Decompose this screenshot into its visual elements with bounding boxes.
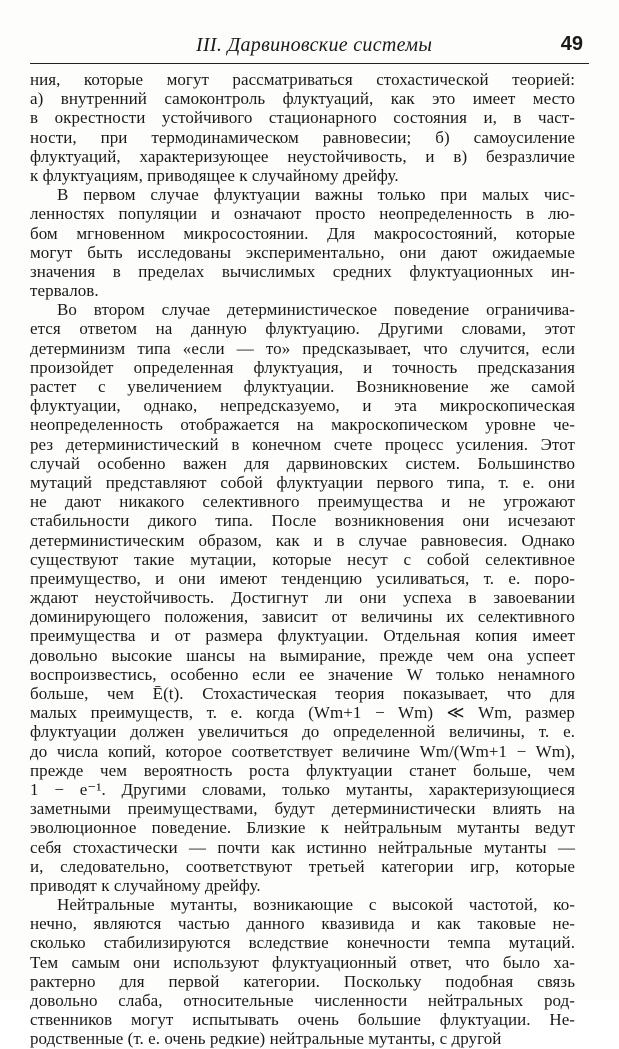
text-line: ется ответом на данную флуктуацию. Другими словами, этот	[30, 319, 575, 339]
text-line: растет с увеличением флуктуации. Возникновение же самой	[30, 377, 575, 396]
text-line: родственные (т. е. очень редкие) нейтральные мутанты, с другой	[30, 1029, 502, 1049]
text-line: флуктуации, однако, непредсказуемо, и эта микроскопическая	[30, 396, 575, 416]
text-line: довольно высокие шансы на вымирание, прежде чем она успеет	[30, 645, 575, 665]
text-line: В первом случае флуктуации важны только при малых чис-	[57, 185, 575, 205]
paragraph	[30, 185, 575, 300]
text-line: довольно слаба, относительные численности нейтральных род-	[30, 991, 575, 1010]
text-line: себя стохастически — почти как истинно нейтральные мутанты —	[30, 837, 575, 857]
running-head	[30, 28, 589, 58]
text-line: а) внутренний самоконтроль флуктуаций, как это имеет место	[30, 89, 575, 109]
text-line: флуктуации должен увеличиться до определенной величины, т. е.	[30, 722, 575, 742]
text-line: не дают никакого селективного преимущества и не угрожают	[30, 492, 575, 512]
paragraph	[30, 70, 575, 185]
text-line: ждают неустойчивость. Достигнут ли они успеха в завоевании	[30, 588, 575, 608]
text-line: заметными преимуществами, будут детерминистически влиять на	[30, 799, 575, 819]
text-line: больше, чем Ē(t). Стохастическая теория показывает, что для	[30, 684, 575, 703]
text-line: случай особенно важен для дарвиновских систем. Большинство	[30, 453, 575, 473]
text-line: могут быть исследованы экспериментально, они дают ожидаемые	[30, 242, 575, 262]
text-line: стабильности дикого типа. После возникновения они исчезают	[30, 511, 575, 531]
text-line: и, следовательно, соответствуют третьей категории игр, которые	[30, 856, 575, 876]
chapter-title: III. Дарвиновские системы	[196, 34, 433, 56]
text-line: приводят к случайному дрейфу.	[30, 875, 261, 895]
text-line: ния, которые могут рассматриваться стохастической теорией:	[30, 70, 575, 89]
body-text	[30, 70, 575, 1049]
text-line: к флуктуациям, приводящее к случайному дрейфу.	[30, 165, 399, 185]
text-line: мутаций представляют собой флуктуации первого типа, т. е. они	[30, 472, 575, 492]
text-line: неопределенность отображается на макроскопическом уровне че-	[30, 415, 575, 435]
text-line: преимущества и от размера флуктуации. Отдельная копия имеет	[30, 626, 575, 646]
paragraph	[30, 895, 575, 1049]
text-line: ственников могут испытывать очень большие флуктуации. Не-	[30, 1010, 575, 1030]
text-line: прежде чем вероятность роста флуктуации станет больше, чем	[30, 760, 575, 780]
text-line: Во втором случае детерминистическое поведение ограничива-	[57, 300, 575, 320]
text-line: преимущество, и они имеют тенденцию усиливаться, т. е. поро-	[30, 568, 575, 588]
text-line: ности, при термодинамическом равновесии; б) самоусиление	[30, 127, 575, 147]
text-line: до числа копий, которое соответствует величине Wm/(Wm+1 − Wm),	[30, 741, 575, 761]
text-line: ленностях популяции и означают просто неопределенность в лю-	[30, 204, 575, 224]
text-line: произойдет определенная флуктуация, и точность предсказания	[30, 357, 575, 377]
text-line: 1 − e⁻¹. Другими словами, только мутанты, характеризующиеся	[30, 779, 575, 799]
text-line: значения в пределах вычислимых средних флуктуационных ин-	[30, 261, 575, 281]
text-line: рактерно для первой категории. Поскольку подобная связь	[30, 971, 575, 991]
text-line: воспроизвестись, особенно если ее значение W только ненамного	[30, 664, 575, 684]
text-line: рез детерминистический в конечном счете процесс усиления. Этот	[30, 434, 575, 454]
text-line: доминирующего положения, зависит от величины их селективного	[30, 607, 575, 627]
page-number: 49	[560, 33, 583, 55]
header-rule	[30, 63, 589, 64]
text-line: существуют такие мутации, которые несут с собой селективное	[30, 549, 575, 569]
text-line: детерминизм типа «если — то» предсказывает, что случится, если	[30, 338, 575, 358]
text-line: детерминистическим образом, как и в случае равновесия. Однако	[30, 530, 575, 550]
text-line: эволюционное поведение. Близкие к нейтральным мутанты ведут	[30, 818, 575, 838]
text-line: Нейтральные мутанты, возникающие с высокой частотой, ко-	[57, 895, 575, 915]
text-line: бом мгновенном микросостоянии. Для макросостояний, которые	[30, 223, 575, 243]
text-line: нечно, являются частью данного квазивида и как таковые не-	[30, 914, 575, 934]
text-line: флуктуаций, характеризующее неустойчивость, и в) безразличие	[30, 146, 575, 166]
text-line: тервалов.	[30, 281, 99, 301]
text-line: Тем самым они используют флуктуационный ответ, что было ха-	[30, 952, 575, 972]
text-line: в окрестности устойчивого стационарного состояния и, в част-	[30, 108, 575, 128]
paragraph	[30, 300, 575, 895]
text-line: сколько стабилизируются вследствие конечности темпа мутаций.	[30, 933, 575, 953]
text-line: малых преимуществ, т. е. когда (Wm+1 − Wm) ≪ Wm, размер	[30, 703, 575, 723]
